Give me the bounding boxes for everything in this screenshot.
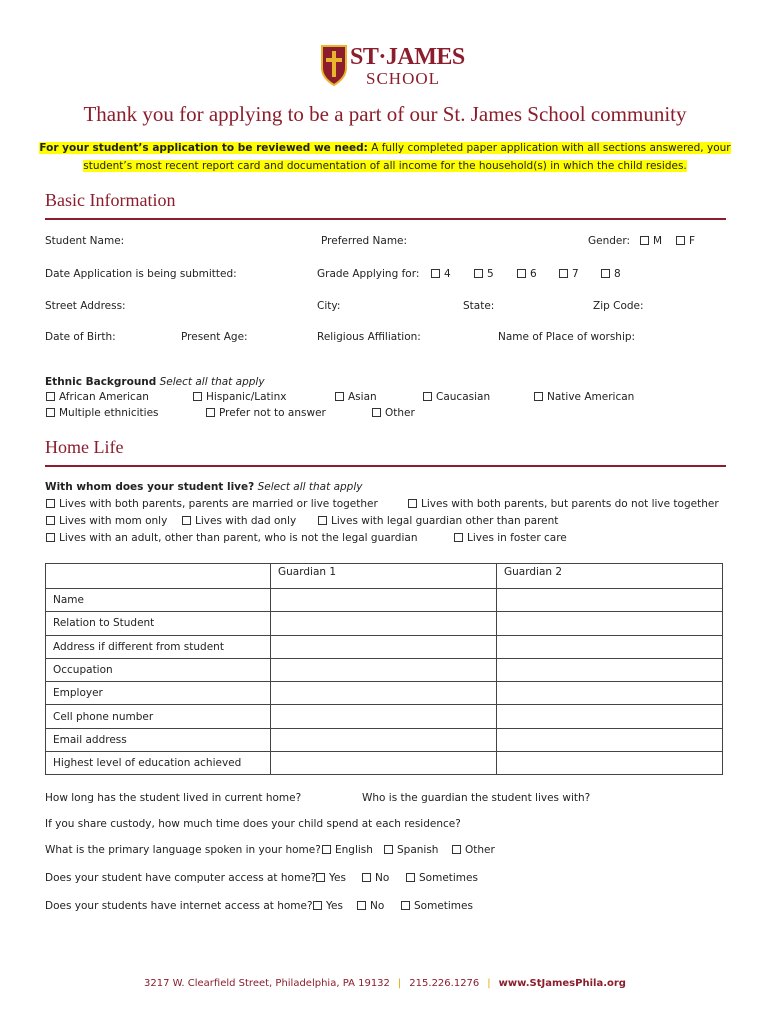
ethnic-other[interactable]: Other (372, 407, 415, 419)
how-long-question: How long has the student lived in current home? (45, 792, 302, 804)
checkbox[interactable] (318, 516, 327, 525)
basic-info-rule (45, 218, 726, 220)
ethnic-prefer-not[interactable]: Prefer not to answer (206, 407, 326, 419)
internet-sometimes[interactable]: Sometimes (401, 900, 473, 912)
language-other[interactable]: Other (452, 844, 495, 856)
language-question: What is the primary language spoken in your home? (45, 844, 321, 856)
intro-rest: A fully completed paper application with all sections answered, your (367, 142, 731, 154)
grade-option-4[interactable]: 4 (431, 268, 451, 280)
guardian-2-cell[interactable] (497, 682, 723, 705)
footer-separator: | (487, 978, 491, 989)
grade-label: Grade Applying for: (317, 268, 420, 280)
table-row (46, 635, 723, 658)
live-other-adult[interactable]: Lives with an adult, other than parent, who is not the legal guardian (46, 532, 417, 544)
row-label: Occupation (46, 658, 271, 681)
page-footer (0, 978, 770, 989)
row-label: Name (46, 589, 271, 612)
table-row (46, 612, 723, 635)
checkbox[interactable] (46, 499, 55, 508)
grade-option-7[interactable]: 7 (559, 268, 579, 280)
ethnic-asian[interactable]: Asian (335, 391, 377, 403)
table-header-row (46, 564, 723, 589)
guardian-2-cell[interactable] (497, 705, 723, 728)
table-row (46, 728, 723, 751)
logo-line1: ST·JAMES (350, 44, 465, 70)
ethnic-native-american[interactable]: Native American (534, 391, 634, 403)
religious-affiliation-label: Religious Affiliation: (317, 331, 421, 343)
row-label: Address if different from student (46, 635, 271, 658)
guardian-1-header: Guardian 1 (271, 564, 497, 589)
row-label: Relation to Student (46, 612, 271, 635)
city-label: City: (317, 300, 341, 312)
checkbox[interactable] (474, 269, 483, 278)
row-label: Employer (46, 682, 271, 705)
language-english[interactable]: English (322, 844, 373, 856)
checkbox[interactable] (357, 901, 366, 910)
preferred-name-label: Preferred Name: (321, 235, 408, 247)
table-row (46, 705, 723, 728)
checkbox[interactable] (322, 845, 331, 854)
table-header-cell (46, 564, 271, 589)
row-label: Email address (46, 728, 271, 751)
checkbox[interactable] (408, 499, 417, 508)
checkbox[interactable] (46, 392, 55, 401)
school-logo (321, 44, 465, 92)
checkbox[interactable] (534, 392, 543, 401)
row-label: Highest level of education achieved (46, 752, 271, 775)
checkbox[interactable] (206, 408, 215, 417)
checkbox[interactable] (454, 533, 463, 542)
grade-option-6[interactable]: 6 (517, 268, 537, 280)
checkbox[interactable] (401, 901, 410, 910)
intro-bold: For your student’s application to be reviewed we need: (39, 142, 368, 154)
checkbox[interactable] (384, 845, 393, 854)
present-age-label: Present Age: (181, 331, 248, 343)
checkbox[interactable] (601, 269, 610, 278)
guardian-1-cell[interactable] (271, 589, 497, 612)
crest-icon (321, 44, 347, 86)
zip-code-label: Zip Code: (593, 300, 644, 312)
checkbox[interactable] (676, 236, 685, 245)
ethnic-hint: Select all that apply (159, 376, 265, 388)
footer-separator: | (397, 978, 402, 989)
place-of-worship-label: Name of Place of worship: (498, 331, 636, 343)
guardian-1-cell[interactable] (271, 728, 497, 751)
gender-f-option[interactable]: F (676, 235, 695, 247)
checkbox[interactable] (46, 516, 55, 525)
table-row (46, 752, 723, 775)
checkbox[interactable] (559, 269, 568, 278)
intro-line-2 (0, 160, 770, 172)
home-life-rule (45, 465, 726, 467)
dob-label: Date of Birth: (45, 331, 116, 343)
table-row (46, 589, 723, 612)
computer-yes[interactable]: Yes (316, 872, 346, 884)
internet-yes[interactable]: Yes (313, 900, 343, 912)
computer-access-question: Does your student have computer access at home? (45, 872, 317, 884)
guardian-1-cell[interactable] (271, 682, 497, 705)
checkbox[interactable] (182, 516, 191, 525)
checkbox[interactable] (46, 533, 55, 542)
guardian-2-cell[interactable] (497, 728, 723, 751)
state-label: State: (463, 300, 495, 312)
checkbox[interactable] (406, 873, 415, 882)
checkbox[interactable] (193, 392, 202, 401)
guardian-1-cell[interactable] (271, 612, 497, 635)
basic-info-heading: Basic Information (45, 190, 176, 210)
guardian-1-cell[interactable] (271, 658, 497, 681)
guardian-2-cell[interactable] (497, 635, 723, 658)
ethnic-caucasian[interactable]: Caucasian (423, 391, 490, 403)
live-with-label: With whom does your student live? Select all that apply (45, 481, 363, 493)
internet-no[interactable]: No (357, 900, 384, 912)
checkbox[interactable] (313, 901, 322, 910)
footer-phone: 215.226.1276 (409, 978, 480, 989)
guardian-1-cell[interactable] (271, 705, 497, 728)
checkbox[interactable] (423, 392, 432, 401)
checkbox[interactable] (46, 408, 55, 417)
live-both-parents-together[interactable]: Lives with both parents, parents are married or live together (46, 498, 378, 510)
guardian-1-cell[interactable] (271, 635, 497, 658)
row-label: Cell phone number (46, 705, 271, 728)
computer-no[interactable]: No (362, 872, 389, 884)
grade-option-8[interactable]: 8 (601, 268, 621, 280)
checkbox[interactable] (517, 269, 526, 278)
table-row (46, 658, 723, 681)
street-address-label: Street Address: (45, 300, 126, 312)
checkbox[interactable] (316, 873, 325, 882)
guardian-table (45, 563, 723, 775)
checkbox[interactable] (335, 392, 344, 401)
gender-label: Gender: (588, 235, 631, 247)
guardian-2-cell[interactable] (497, 658, 723, 681)
grade-option-5[interactable]: 5 (474, 268, 494, 280)
live-dad-only[interactable]: Lives with dad only (182, 515, 296, 527)
student-name-label: Student Name: (45, 235, 125, 247)
logo-line2: SCHOOL (366, 69, 441, 88)
custody-question: If you share custody, how much time does your child spend at each residence? (45, 818, 461, 830)
table-row (46, 682, 723, 705)
date-application-label: Date Application is being submitted: (45, 268, 237, 280)
intro-line-1 (0, 142, 770, 154)
checkbox[interactable] (431, 269, 440, 278)
checkbox[interactable] (362, 873, 371, 882)
guardian-2-cell[interactable] (497, 589, 723, 612)
gender-m-option[interactable]: M (640, 235, 662, 247)
internet-access-question: Does your students have internet access at home? (45, 900, 313, 912)
live-mom-only[interactable]: Lives with mom only (46, 515, 167, 527)
page-title: Thank you for applying to be a part of our St. James School community (83, 102, 687, 126)
guardian-2-cell[interactable] (497, 612, 723, 635)
live-foster-care[interactable]: Lives in foster care (454, 532, 567, 544)
language-spanish[interactable]: Spanish (384, 844, 438, 856)
ethnic-multiple[interactable]: Multiple ethnicities (46, 407, 159, 419)
footer-website[interactable]: www.StJamesPhila.org (498, 978, 626, 989)
guardian-2-header: Guardian 2 (497, 564, 723, 589)
live-both-parents-apart[interactable]: Lives with both parents, but parents do not live together (408, 498, 719, 510)
checkbox[interactable] (372, 408, 381, 417)
who-guardian-question: Who is the guardian the student lives with? (362, 792, 591, 804)
ethnic-background-label: Ethnic Background Select all that apply (45, 376, 265, 388)
checkbox[interactable] (640, 236, 649, 245)
live-legal-guardian[interactable]: Lives with legal guardian other than parent (318, 515, 558, 527)
intro-line-2-text: student’s most recent report card and documentation of all income for the household(s) in which the child resides. (83, 160, 687, 172)
footer-address: 3217 W. Clearfield Street, Philadelphia, PA 19132 (144, 978, 390, 989)
guardian-2-cell[interactable] (497, 752, 723, 775)
live-with-hint: Select all that apply (257, 481, 363, 493)
guardian-1-cell[interactable] (271, 752, 497, 775)
ethnic-hispanic-latinx[interactable]: Hispanic/Latinx (193, 391, 286, 403)
home-life-heading: Home Life (45, 437, 124, 457)
computer-sometimes[interactable]: Sometimes (406, 872, 478, 884)
ethnic-african-american[interactable]: African American (46, 391, 149, 403)
checkbox[interactable] (452, 845, 461, 854)
